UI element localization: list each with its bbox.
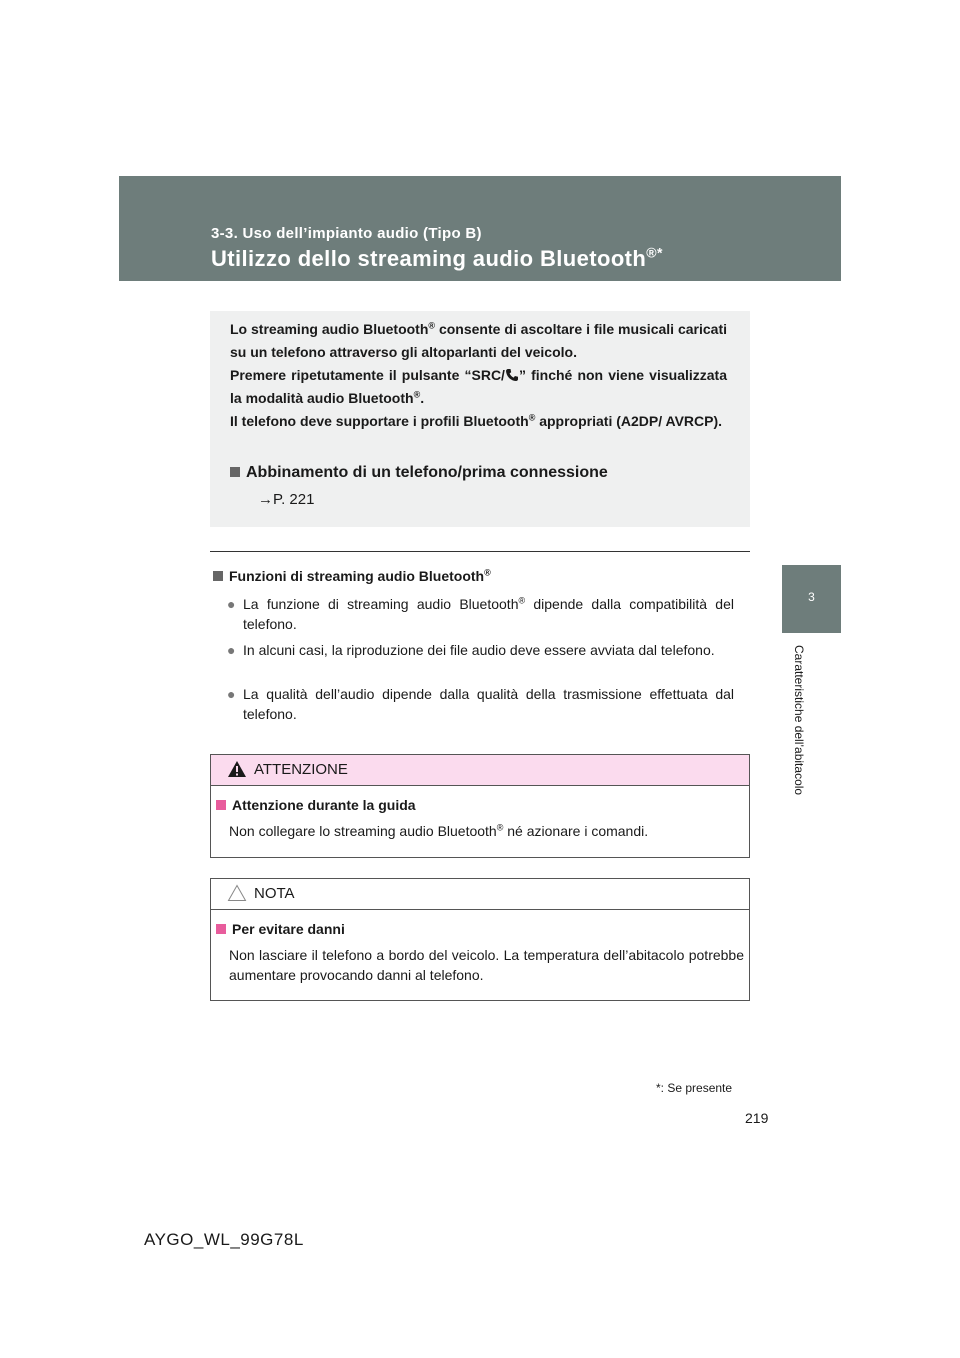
asterisk-mark: * [656,244,663,261]
warning-text-a: Non collegare lo streaming audio Bluetooth [229,823,497,839]
warning-text [229,821,744,841]
note-subheading [216,921,345,937]
functions-heading [213,568,491,584]
list-item [227,594,734,634]
list-item-text: In alcuni casi, la riproduzione dei file audio deve essere avviata dal telefono. [243,642,715,658]
chapter-label: Caratteristiche dell’abitacolo [792,645,806,796]
page-reference-link[interactable]: →P. 221 [258,491,315,508]
phone-icon [505,368,519,382]
warning-box [210,754,750,858]
registered-mark: ® [528,412,536,423]
document-code: AYGO_WL_99G78L [144,1230,304,1249]
list-item [227,640,734,660]
registered-mark: ® [518,595,526,606]
note-box [210,878,750,1001]
list-item-text-a: La funzione di streaming audio Bluetooth [243,596,519,612]
intro-p3-text-b: appropriati (A2DP/ AVRCP). [535,413,723,429]
warning-box-header [211,755,749,786]
intro-paragraph-3 [230,410,727,433]
warning-subheading [216,797,416,813]
chapter-number: 3 [808,590,815,604]
list-item-text: La qualità dell’audio dipende dalla qualità della trasmissione effettuata dal telefono. [243,686,734,722]
intro-p2-text-c: . [420,389,425,406]
note-subheading-text: Per evitare danni [232,921,345,937]
registered-mark: ® [484,567,491,578]
note-label: NOTA [254,885,295,902]
divider [210,551,750,552]
intro-paragraph-2 [230,364,727,409]
intro-p2-text-a: Premere ripetutamente il pulsante “SRC/ [230,367,505,383]
intro-p3-text-a: Il telefono deve supportare i profili Bluetooth [230,413,529,429]
warning-subheading-text: Attenzione durante la guida [232,797,416,813]
functions-heading-text: Funzioni di streaming audio Bluetooth [229,568,485,584]
registered-mark: ® [496,822,504,833]
note-box-header [211,879,749,910]
warning-text-b: né azionare i comandi. [503,823,649,839]
note-text: Non lasciare il telefono a bordo del veicolo. La temperatura dell’abitacolo potrebbe aumentare provocando danni al telefono. [229,947,744,983]
page-title-text: Utilizzo dello streaming audio Bluetooth [211,246,647,271]
caution-triangle-icon [227,884,247,902]
warning-triangle-icon [227,760,247,778]
pairing-heading-text: Abbinamento di un telefono/prima connessione [246,464,608,481]
registered-mark: ® [413,388,421,399]
page-number: 219 [745,1110,769,1126]
square-bullet-icon [213,571,223,581]
list-item-text [243,594,734,634]
square-bullet-icon [230,467,240,477]
section-label: 3-3. Uso dell’impianto audio (Tipo B) [211,225,482,242]
footnote: *: Se presente [656,1081,733,1095]
square-bullet-icon [216,800,226,810]
page-title [211,246,663,272]
bullet-dot-icon: ● [227,686,236,702]
list-item-text-b: dipende dalla compatibilità del telefono. [243,596,734,632]
registered-mark: ® [428,320,436,331]
square-bullet-icon [216,924,226,934]
warning-label: ATTENZIONE [254,761,348,778]
registered-mark: ® [646,244,657,261]
bullet-dot-icon: ● [227,642,236,658]
bullet-dot-icon: ● [227,596,236,612]
pairing-heading [230,464,608,482]
list-item [227,684,734,724]
intro-p1-text-b: consente di ascoltare i file musicali caricati su un telefono attraverso gli altoparlanti del veicolo. [230,321,727,360]
intro-paragraph-1 [230,318,727,363]
intro-p1-text-a: Lo streaming audio Bluetooth [230,321,429,337]
intro-p2-text-b: ” finché non viene visualizzata la modalità audio Bluetooth [230,367,727,406]
